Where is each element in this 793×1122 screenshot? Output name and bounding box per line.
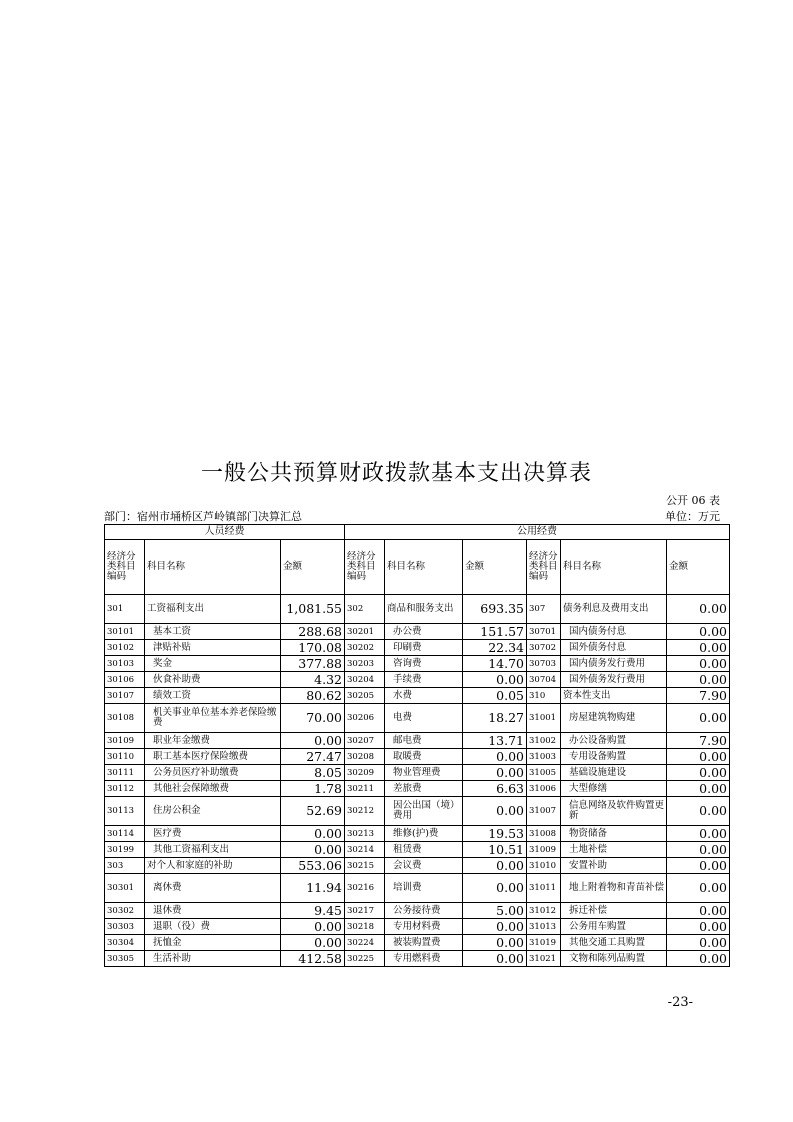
table-row [105, 797, 730, 826]
cell-code: 302 [345, 595, 385, 624]
cell-name: 抚恤金 [145, 935, 281, 951]
cell-amount: 5.00 [463, 903, 527, 919]
cell-name: 奖金 [145, 656, 281, 672]
cell-name: 职工基本医疗保险缴费 [145, 749, 281, 765]
cell-amount: 11.94 [281, 874, 345, 903]
cell-name: 房屋建筑物购建 [561, 704, 667, 733]
cell-code: 31013 [527, 919, 561, 935]
cell-name: 电费 [385, 704, 463, 733]
cell-code: 31002 [527, 733, 561, 749]
cell-name: 公务用车购置 [561, 919, 667, 935]
cell-code: 30704 [527, 672, 561, 688]
cell-amount: 27.47 [281, 749, 345, 765]
cell-amount: 0.00 [667, 951, 730, 967]
cell-amount: 0.00 [667, 704, 730, 733]
cell-code: 30111 [105, 765, 145, 781]
cell-code: 30201 [345, 624, 385, 640]
cell-code: 30103 [105, 656, 145, 672]
cell-name: 国内债务发行费用 [561, 656, 667, 672]
cell-code: 30702 [527, 640, 561, 656]
expenditure-table [104, 524, 730, 967]
table-row [105, 733, 730, 749]
cell-name: 其他工资福利支出 [145, 842, 281, 858]
cell-amount: 377.88 [281, 656, 345, 672]
cell-code: 31010 [527, 858, 561, 874]
cell-code: 30106 [105, 672, 145, 688]
cell-code: 30108 [105, 704, 145, 733]
cell-name: 机关事业单位基本养老保险缴费 [145, 704, 281, 733]
cell-amount: 0.00 [463, 765, 527, 781]
cell-amount: 0.00 [667, 595, 730, 624]
cell-name: 因公出国（境）费用 [385, 797, 463, 826]
cell-code: 30302 [105, 903, 145, 919]
cell-code: 30213 [345, 826, 385, 842]
cell-code: 30112 [105, 781, 145, 797]
cell-amount: 0.00 [667, 874, 730, 903]
cell-name: 住房公积金 [145, 797, 281, 826]
cell-amount: 0.00 [463, 749, 527, 765]
cell-name: 医疗费 [145, 826, 281, 842]
cell-name: 取暖费 [385, 749, 463, 765]
cell-amount: 14.70 [463, 656, 527, 672]
table-row [105, 672, 730, 688]
cell-name: 维修(护)费 [385, 826, 463, 842]
cell-amount: 0.00 [463, 874, 527, 903]
cell-name: 资本性支出 [561, 688, 667, 704]
cell-name: 公务接待费 [385, 903, 463, 919]
header-amount: 金额 [281, 540, 345, 595]
cell-code: 30204 [345, 672, 385, 688]
table-row [105, 903, 730, 919]
cell-code: 30114 [105, 826, 145, 842]
table-row [105, 858, 730, 874]
cell-code: 30209 [345, 765, 385, 781]
cell-amount: 170.08 [281, 640, 345, 656]
cell-code: 30110 [105, 749, 145, 765]
cell-name: 专用材料费 [385, 919, 463, 935]
cell-amount: 19.53 [463, 826, 527, 842]
cell-name: 物业管理费 [385, 765, 463, 781]
cell-code: 31001 [527, 704, 561, 733]
cell-code: 301 [105, 595, 145, 624]
cell-code: 30218 [345, 919, 385, 935]
cell-name: 职业年金缴费 [145, 733, 281, 749]
cell-amount: 7.90 [667, 733, 730, 749]
header-code: 经济分类科目编码 [527, 540, 561, 595]
cell-code: 30109 [105, 733, 145, 749]
cell-amount: 6.63 [463, 781, 527, 797]
cell-name: 国内债务付息 [561, 624, 667, 640]
cell-name: 办公设备购置 [561, 733, 667, 749]
cell-code: 30214 [345, 842, 385, 858]
cell-amount: 412.58 [281, 951, 345, 967]
cell-name: 国外债务付息 [561, 640, 667, 656]
cell-name: 基本工资 [145, 624, 281, 640]
cell-code: 307 [527, 595, 561, 624]
cell-amount: 0.00 [667, 919, 730, 935]
page-title: 一般公共预算财政拨款基本支出决算表 [200, 461, 592, 486]
page-number: -23- [667, 995, 693, 1010]
cell-name: 信息网络及软件购置更新 [561, 797, 667, 826]
cell-amount: 0.00 [281, 919, 345, 935]
cell-name: 邮电费 [385, 733, 463, 749]
group-public: 公用经费 [345, 525, 730, 540]
header-code: 经济分类科目编码 [345, 540, 385, 595]
cell-name: 土地补偿 [561, 842, 667, 858]
cell-name: 会议费 [385, 858, 463, 874]
cell-amount: 0.00 [667, 624, 730, 640]
cell-amount: 0.00 [667, 903, 730, 919]
cell-amount: 0.00 [667, 858, 730, 874]
cell-amount: 0.00 [667, 765, 730, 781]
cell-code: 30208 [345, 749, 385, 765]
cell-code: 31006 [527, 781, 561, 797]
cell-code: 30225 [345, 951, 385, 967]
cell-amount: 0.00 [667, 797, 730, 826]
cell-amount: 0.00 [463, 935, 527, 951]
cell-amount: 80.62 [281, 688, 345, 704]
cell-name: 工资福利支出 [145, 595, 281, 624]
cell-amount: 0.00 [667, 656, 730, 672]
table-row [105, 765, 730, 781]
cell-amount: 0.00 [667, 935, 730, 951]
cell-code: 30703 [527, 656, 561, 672]
table-row [105, 704, 730, 733]
cell-code: 30301 [105, 874, 145, 903]
cell-code: 30224 [345, 935, 385, 951]
cell-amount: 4.32 [281, 672, 345, 688]
cell-amount: 0.00 [667, 749, 730, 765]
table-row [105, 935, 730, 951]
cell-name: 地上附着物和青苗补偿 [561, 874, 667, 903]
cell-name: 债务利息及费用支出 [561, 595, 667, 624]
table-row [105, 781, 730, 797]
cell-amount: 1.78 [281, 781, 345, 797]
cell-name: 其他社会保障缴费 [145, 781, 281, 797]
cell-name: 国外债务发行费用 [561, 672, 667, 688]
column-header-row [105, 540, 730, 595]
cell-code: 31007 [527, 797, 561, 826]
cell-amount: 0.00 [281, 733, 345, 749]
unit-label: 单位：万元 [665, 510, 720, 523]
cell-amount: 9.45 [281, 903, 345, 919]
cell-amount: 7.90 [667, 688, 730, 704]
group-header-row [105, 525, 730, 540]
department-label: 部门：宿州市埇桥区芦岭镇部门决算汇总 [104, 510, 302, 523]
cell-amount: 1,081.55 [281, 595, 345, 624]
cell-name: 退休费 [145, 903, 281, 919]
cell-code: 30205 [345, 688, 385, 704]
cell-amount: 0.00 [281, 842, 345, 858]
cell-amount: 0.00 [463, 951, 527, 967]
cell-name: 培训费 [385, 874, 463, 903]
cell-name: 文物和陈列品购置 [561, 951, 667, 967]
cell-code: 30212 [345, 797, 385, 826]
cell-name: 大型修缮 [561, 781, 667, 797]
cell-amount: 288.68 [281, 624, 345, 640]
cell-code: 30211 [345, 781, 385, 797]
header-amount: 金额 [667, 540, 730, 595]
cell-amount: 0.05 [463, 688, 527, 704]
cell-code: 30102 [105, 640, 145, 656]
cell-amount: 553.06 [281, 858, 345, 874]
cell-name: 差旅费 [385, 781, 463, 797]
cell-name: 印刷费 [385, 640, 463, 656]
cell-name: 其他交通工具购置 [561, 935, 667, 951]
cell-code: 31005 [527, 765, 561, 781]
cell-amount: 13.71 [463, 733, 527, 749]
table-row [105, 951, 730, 967]
cell-name: 绩效工资 [145, 688, 281, 704]
cell-amount: 0.00 [667, 842, 730, 858]
cell-amount: 0.00 [667, 640, 730, 656]
cell-code: 30107 [105, 688, 145, 704]
cell-code: 31021 [527, 951, 561, 967]
table-row [105, 826, 730, 842]
cell-name: 生活补助 [145, 951, 281, 967]
cell-amount: 0.00 [667, 672, 730, 688]
cell-name: 专用燃料费 [385, 951, 463, 967]
table-row [105, 919, 730, 935]
cell-amount: 8.05 [281, 765, 345, 781]
table-row [105, 874, 730, 903]
cell-code: 30216 [345, 874, 385, 903]
cell-name: 退职（役）费 [145, 919, 281, 935]
cell-amount: 0.00 [463, 858, 527, 874]
cell-name: 公务员医疗补助缴费 [145, 765, 281, 781]
cell-code: 30206 [345, 704, 385, 733]
header-name: 科目名称 [561, 540, 667, 595]
cell-name: 被装购置费 [385, 935, 463, 951]
table-row [105, 688, 730, 704]
cell-code: 30199 [105, 842, 145, 858]
cell-amount: 0.00 [281, 826, 345, 842]
cell-code: 30101 [105, 624, 145, 640]
cell-code: 30215 [345, 858, 385, 874]
header-code: 经济分类科目编码 [105, 540, 145, 595]
table-row [105, 656, 730, 672]
table-row [105, 595, 730, 624]
header-name: 科目名称 [145, 540, 281, 595]
table-row [105, 640, 730, 656]
cell-code: 31011 [527, 874, 561, 903]
cell-amount: 693.35 [463, 595, 527, 624]
cell-name: 手续费 [385, 672, 463, 688]
cell-name: 商品和服务支出 [385, 595, 463, 624]
table-row [105, 624, 730, 640]
cell-amount: 0.00 [463, 919, 527, 935]
cell-name: 租赁费 [385, 842, 463, 858]
header-name: 科目名称 [385, 540, 463, 595]
cell-name: 津贴补贴 [145, 640, 281, 656]
cell-name: 物资储备 [561, 826, 667, 842]
cell-amount: 0.00 [667, 781, 730, 797]
cell-name: 拆迁补偿 [561, 903, 667, 919]
cell-code: 30303 [105, 919, 145, 935]
cell-code: 31012 [527, 903, 561, 919]
cell-name: 对个人和家庭的补助 [145, 858, 281, 874]
cell-code: 30304 [105, 935, 145, 951]
cell-code: 30701 [527, 624, 561, 640]
cell-code: 31019 [527, 935, 561, 951]
cell-name: 水费 [385, 688, 463, 704]
cell-code: 31003 [527, 749, 561, 765]
cell-code: 31009 [527, 842, 561, 858]
cell-amount: 70.00 [281, 704, 345, 733]
cell-amount: 0.00 [281, 935, 345, 951]
table-row [105, 842, 730, 858]
cell-code: 303 [105, 858, 145, 874]
cell-amount: 0.00 [463, 797, 527, 826]
cell-amount: 18.27 [463, 704, 527, 733]
cell-name: 专用设备购置 [561, 749, 667, 765]
cell-amount: 22.34 [463, 640, 527, 656]
group-personnel: 人员经费 [105, 525, 345, 540]
cell-amount: 10.51 [463, 842, 527, 858]
cell-amount: 151.57 [463, 624, 527, 640]
header-amount: 金额 [463, 540, 527, 595]
cell-code: 30202 [345, 640, 385, 656]
cell-amount: 52.69 [281, 797, 345, 826]
cell-code: 30113 [105, 797, 145, 826]
cell-code: 30305 [105, 951, 145, 967]
cell-name: 离休费 [145, 874, 281, 903]
table-row [105, 749, 730, 765]
form-number: 公开 06 表 [666, 494, 720, 507]
cell-name: 安置补助 [561, 858, 667, 874]
cell-name: 办公费 [385, 624, 463, 640]
cell-amount: 0.00 [667, 826, 730, 842]
cell-name: 咨询费 [385, 656, 463, 672]
cell-code: 30203 [345, 656, 385, 672]
cell-name: 基础设施建设 [561, 765, 667, 781]
cell-code: 30217 [345, 903, 385, 919]
cell-code: 30207 [345, 733, 385, 749]
cell-code: 310 [527, 688, 561, 704]
cell-code: 31008 [527, 826, 561, 842]
cell-name: 伙食补助费 [145, 672, 281, 688]
cell-amount: 0.00 [463, 672, 527, 688]
